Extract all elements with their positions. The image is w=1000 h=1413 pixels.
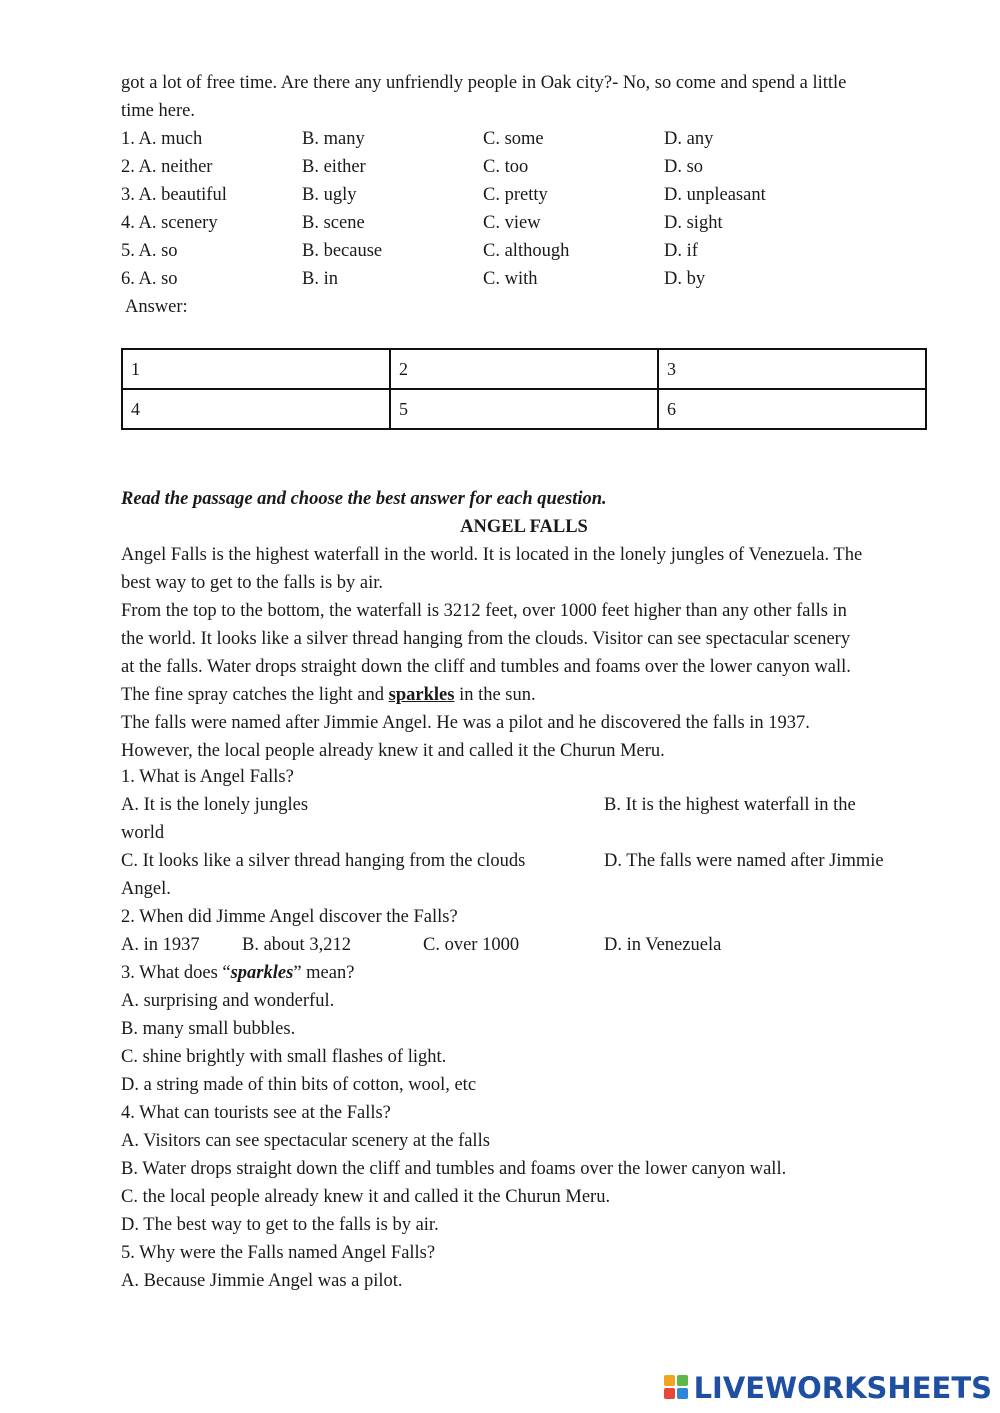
q1-option-c[interactable]: C. It looks like a silver thread hanging from the clouds	[121, 851, 526, 871]
option-3c[interactable]: C. pretty	[483, 185, 548, 205]
q3-option-d[interactable]: D. a string made of thin bits of cotton, wool, etc	[121, 1075, 477, 1095]
answer-row-2	[122, 389, 926, 429]
option-3a[interactable]: 3. A. beautiful	[121, 185, 227, 205]
option-row-6	[121, 265, 821, 293]
passage-p2-line-4	[121, 681, 536, 709]
answer-table	[121, 348, 927, 430]
option-row-4	[121, 209, 821, 237]
passage-p3-line-2: However, the local people already knew it and called it the Churun Meru.	[121, 741, 665, 761]
question-3-keyword: sparkles	[230, 963, 294, 983]
q4-option-a[interactable]: A. Visitors can see spectacular scenery at the falls	[121, 1131, 490, 1151]
passage-p2-line-1: From the top to the bottom, the waterfall is 3212 feet, over 1000 feet higher than any other falls in	[121, 601, 847, 621]
answer-cell-4[interactable]: 4	[122, 389, 390, 429]
q1-option-a[interactable]: A. It is the lonely jungles	[121, 795, 309, 815]
option-6a[interactable]: 6. A. so	[121, 269, 178, 289]
option-2b[interactable]: B. either	[302, 157, 366, 177]
option-5d[interactable]: D. if	[664, 241, 698, 261]
q3-option-a[interactable]: A. surprising and wonderful.	[121, 991, 335, 1011]
q2-options	[121, 931, 927, 959]
option-row-1	[121, 125, 821, 153]
option-6b[interactable]: B. in	[302, 269, 338, 289]
answer-cell-3[interactable]: 3	[658, 349, 926, 389]
option-6c[interactable]: C. with	[483, 269, 538, 289]
passage-title: ANGEL FALLS	[460, 517, 588, 537]
q3-option-b[interactable]: B. many small bubbles.	[121, 1019, 296, 1039]
option-1b[interactable]: B. many	[302, 129, 365, 149]
option-row-3	[121, 181, 821, 209]
answer-row-1	[122, 349, 926, 389]
q4-option-d[interactable]: D. The best way to get to the falls is by air.	[121, 1215, 439, 1235]
option-5a[interactable]: 5. A. so	[121, 241, 178, 261]
q1-option-d-wrap: Angel.	[121, 879, 171, 899]
option-row-5	[121, 237, 821, 265]
passage-p1-line-1: Angel Falls is the highest waterfall in the world. It is located in the lonely jungles of Venezuela. The	[121, 545, 863, 565]
liveworksheets-logo-icon	[664, 1375, 690, 1401]
answer-cell-6[interactable]: 6	[658, 389, 926, 429]
q1-row-ab	[121, 791, 927, 819]
option-2a[interactable]: 2. A. neither	[121, 157, 213, 177]
question-5: 5. Why were the Falls named Angel Falls?	[121, 1243, 436, 1263]
question-3-post: ” mean?	[293, 963, 355, 983]
answer-cell-1[interactable]: 1	[122, 349, 390, 389]
option-row-2	[121, 153, 821, 181]
option-4a[interactable]: 4. A. scenery	[121, 213, 218, 233]
answer-cell-5[interactable]: 5	[390, 389, 658, 429]
question-1: 1. What is Angel Falls?	[121, 767, 294, 787]
answer-label: Answer:	[125, 297, 188, 317]
option-2c[interactable]: C. too	[483, 157, 529, 177]
option-4d[interactable]: D. sight	[664, 213, 723, 233]
option-3d[interactable]: D. unpleasant	[664, 185, 766, 205]
option-5b[interactable]: B. because	[302, 241, 383, 261]
q1-option-b[interactable]: B. It is the highest waterfall in the	[604, 795, 856, 815]
option-4c[interactable]: C. view	[483, 213, 541, 233]
option-5c[interactable]: C. although	[483, 241, 570, 261]
intro-line-1: got a lot of free time. Are there any unfriendly people in Oak city?- No, so come and spend a little	[121, 73, 847, 93]
question-3-pre: 3. What does “	[121, 963, 231, 983]
q1-row-cd	[121, 847, 927, 875]
option-1a[interactable]: 1. A. much	[121, 129, 203, 149]
q2-option-d[interactable]: D. in Venezuela	[604, 935, 722, 955]
intro-line-2: time here.	[121, 101, 195, 121]
question-2: 2. When did Jimme Angel discover the Falls?	[121, 907, 458, 927]
q5-option-a[interactable]: A. Because Jimmie Angel was a pilot.	[121, 1271, 403, 1291]
liveworksheets-logo	[664, 1371, 992, 1405]
passage-p2-line-4-post: in the sun.	[454, 685, 536, 705]
keyword-sparkles: sparkles	[388, 685, 455, 705]
option-2d[interactable]: D. so	[664, 157, 704, 177]
question-4: 4. What can tourists see at the Falls?	[121, 1103, 391, 1123]
reading-instruction: Read the passage and choose the best answer for each question.	[121, 489, 607, 509]
q4-option-b[interactable]: B. Water drops straight down the cliff and tumbles and foams over the lower canyon wall.	[121, 1159, 787, 1179]
passage-p2-line-3: at the falls. Water drops straight down the cliff and tumbles and foams over the lower canyon wall.	[121, 657, 851, 677]
q2-option-c[interactable]: C. over 1000	[423, 935, 520, 955]
q1-option-d[interactable]: D. The falls were named after Jimmie	[604, 851, 884, 871]
passage-p2-line-4-pre: The fine spray catches the light and	[121, 685, 389, 705]
option-1d[interactable]: D. any	[664, 129, 714, 149]
q4-option-c[interactable]: C. the local people already knew it and called it the Churun Meru.	[121, 1187, 611, 1207]
passage-p2-line-2: the world. It looks like a silver thread hanging from the clouds. Visitor can see spectacular scenery	[121, 629, 851, 649]
option-1c[interactable]: C. some	[483, 129, 544, 149]
q3-option-c[interactable]: C. shine brightly with small flashes of light.	[121, 1047, 447, 1067]
q2-option-b[interactable]: B. about 3,212	[242, 935, 351, 955]
answer-cell-2[interactable]: 2	[390, 349, 658, 389]
q1-option-b-wrap: world	[121, 823, 165, 843]
passage-p1-line-2: best way to get to the falls is by air.	[121, 573, 384, 593]
option-6d[interactable]: D. by	[664, 269, 706, 289]
q2-option-a[interactable]: A. in 1937	[121, 935, 200, 955]
question-3	[121, 959, 354, 987]
option-3b[interactable]: B. ugly	[302, 185, 357, 205]
brand-name: LIVEWORKSHEETS	[693, 1371, 992, 1405]
passage-p3-line-1: The falls were named after Jimmie Angel. He was a pilot and he discovered the falls in 1937.	[121, 713, 810, 733]
option-4b[interactable]: B. scene	[302, 213, 365, 233]
